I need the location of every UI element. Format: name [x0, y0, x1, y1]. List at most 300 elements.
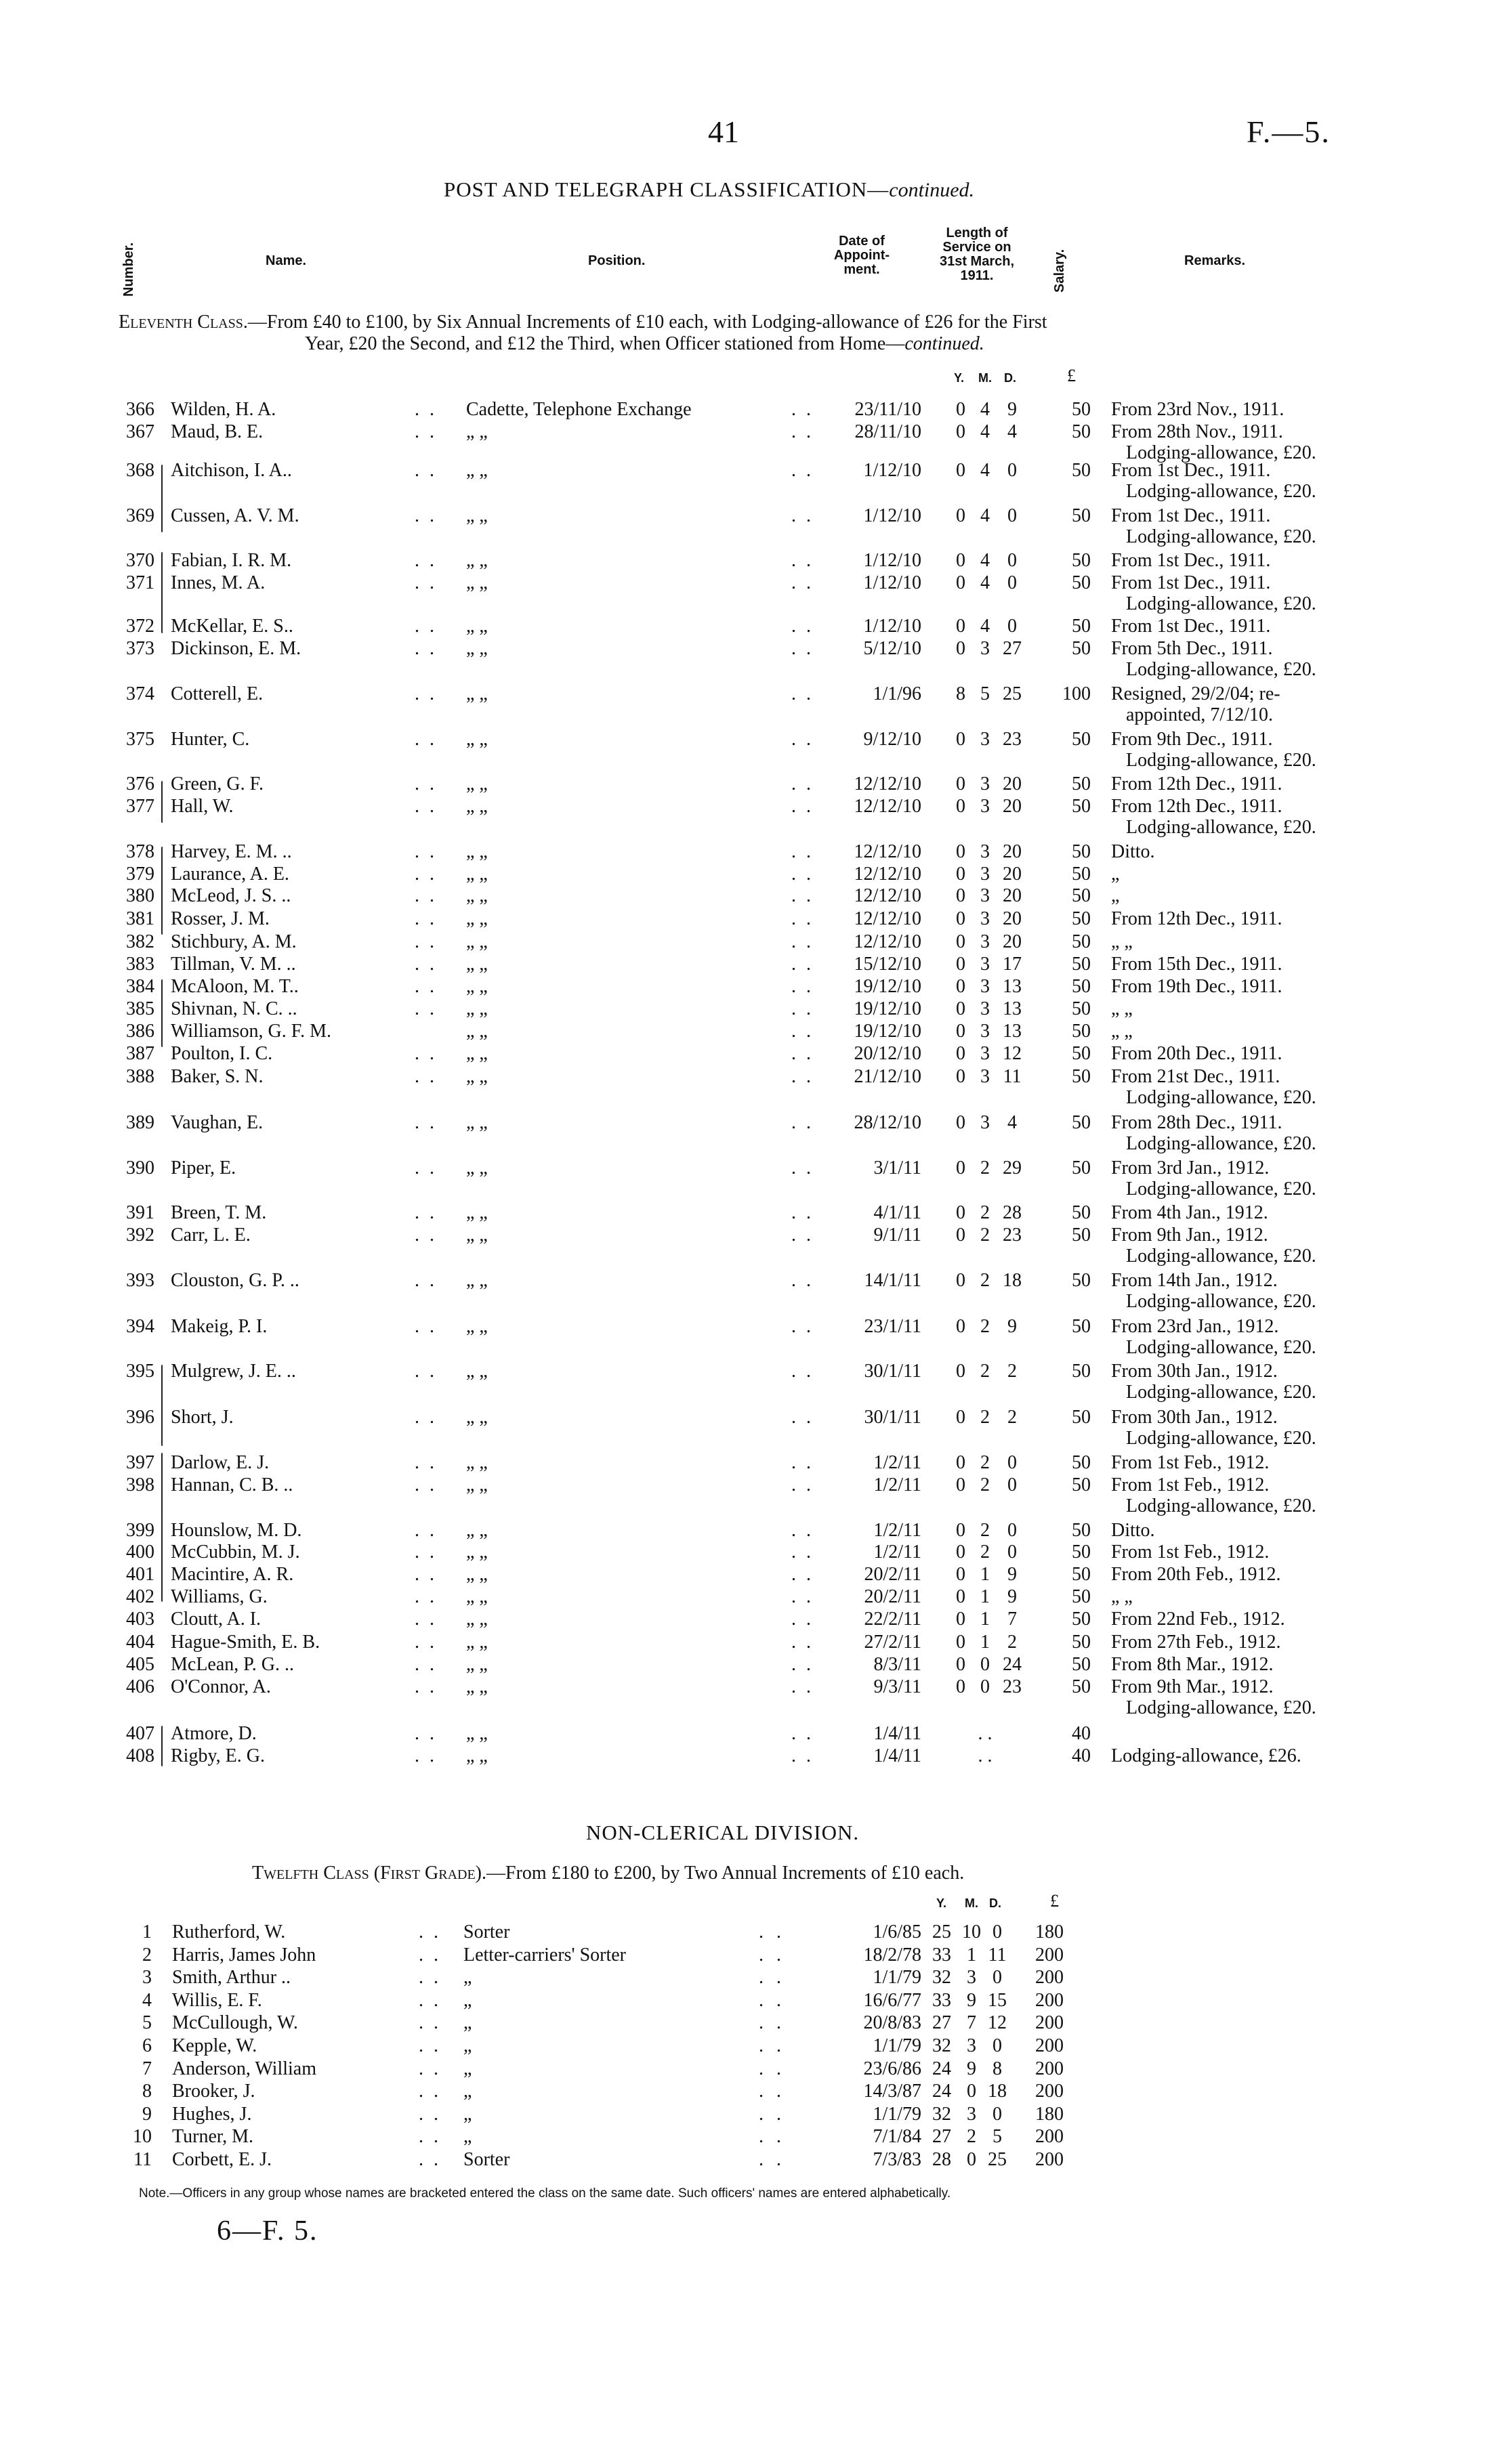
- row-name: Poulton, I. C.: [171, 1043, 273, 1064]
- row-position: „ „: [466, 1654, 488, 1675]
- table-row: [0, 1521, 1504, 1541]
- leader-dots-2: . .: [791, 1474, 814, 1495]
- row-months: 2: [980, 1474, 990, 1495]
- row-position: „ „: [466, 1112, 488, 1133]
- row-salary: 50: [1072, 976, 1091, 997]
- table-row: [0, 1922, 1504, 1942]
- leader-dots-2: . .: [791, 638, 814, 659]
- leader-dots: . .: [419, 1944, 441, 1966]
- row-days: 0: [1007, 572, 1017, 593]
- row-months: 2: [980, 1157, 990, 1178]
- table-row: [0, 729, 1504, 771]
- row-days: 20: [1003, 908, 1022, 929]
- row-salary: 200: [1035, 2012, 1064, 2034]
- row-days: 0: [993, 2035, 1002, 2056]
- row-months: 3: [967, 1967, 976, 1989]
- row-date: 23/6/86: [863, 2058, 921, 2079]
- row-years: 0: [956, 616, 965, 637]
- leader-dots-2: . .: [759, 2149, 785, 2170]
- row-number: 401: [126, 1564, 154, 1585]
- row-remarks: From 5th Dec., 1911.: [1111, 638, 1273, 659]
- row-days: 24: [1003, 1654, 1022, 1675]
- row-position: „ „: [466, 572, 488, 593]
- table-row: [0, 400, 1504, 420]
- leader-dots-2: . .: [791, 954, 814, 975]
- leader-dots-2: . .: [791, 976, 814, 997]
- row-days: 0: [993, 1921, 1002, 1942]
- leader-dots: . .: [415, 1564, 437, 1585]
- row-remarks-continued: Lodging-allowance, £20.: [1126, 750, 1316, 771]
- row-remarks-continued: Lodging-allowance, £20.: [1126, 817, 1316, 838]
- row-remarks-continued: Lodging-allowance, £20.: [1126, 1495, 1316, 1516]
- row-remarks: From 1st Feb., 1912.: [1111, 1452, 1270, 1473]
- leader-dots: . .: [415, 460, 437, 481]
- row-position: „ „: [466, 1609, 488, 1630]
- table-row: [0, 2013, 1504, 2033]
- leader-dots-2: . .: [791, 1609, 814, 1630]
- row-years: 27: [932, 2012, 951, 2034]
- header-name: Name.: [266, 253, 307, 268]
- row-name: McAloon, M. T..: [171, 976, 299, 997]
- row-remarks-continued: Lodging-allowance, £20.: [1126, 1337, 1316, 1358]
- table-row: [0, 1361, 1504, 1403]
- row-number: 2: [142, 1944, 152, 1966]
- leader-dots: . .: [415, 1632, 437, 1653]
- row-salary: 50: [1072, 616, 1091, 637]
- leader-dots: . .: [415, 1654, 437, 1675]
- table-row: [0, 421, 1504, 463]
- leader-dots: . .: [415, 683, 437, 704]
- row-salary: 50: [1072, 1021, 1091, 1042]
- row-date: 30/1/11: [864, 1407, 921, 1428]
- leader-dots-2: . .: [759, 1921, 785, 1942]
- row-months: 3: [980, 885, 990, 906]
- row-years: 24: [932, 2058, 951, 2079]
- leader-dots: . .: [415, 1452, 437, 1473]
- row-position: „ „: [466, 505, 488, 526]
- row-days: 8: [993, 2058, 1002, 2079]
- class-desc-continued: continued.: [904, 333, 984, 354]
- leader-dots: . .: [415, 1157, 437, 1178]
- row-number: 406: [126, 1676, 154, 1697]
- table-row: [0, 1655, 1504, 1675]
- row-position: „ „: [466, 976, 488, 997]
- row-name: Stichbury, A. M.: [171, 931, 297, 952]
- row-remarks: Lodging-allowance, £26.: [1111, 1745, 1301, 1766]
- row-name: Rosser, J. M.: [171, 908, 270, 929]
- row-months: 2: [980, 1270, 990, 1291]
- row-months: 1: [980, 1586, 990, 1607]
- group-bracket: [161, 1453, 163, 1515]
- class-label-2: Twelfth Class (First Grade).: [252, 1863, 487, 1884]
- row-salary: 50: [1072, 1542, 1091, 1563]
- row-name: Harvey, E. M. ..: [171, 841, 292, 862]
- row-days: 25: [988, 2149, 1007, 2170]
- row-months: 2: [980, 1316, 990, 1337]
- row-days: 0: [993, 2103, 1002, 2125]
- subheader2-months: M.: [965, 1896, 978, 1910]
- row-name: Hague-Smith, E. B.: [171, 1632, 320, 1653]
- row-position: „ „: [466, 1564, 488, 1585]
- row-days: 13: [1003, 976, 1022, 997]
- row-remarks-continued: Lodging-allowance, £20.: [1126, 442, 1316, 463]
- row-months: 3: [967, 2035, 976, 2056]
- row-date: 1/12/10: [863, 550, 921, 571]
- header-date-line1: Date of: [839, 234, 885, 249]
- row-years: 0: [956, 1361, 965, 1382]
- row-years: 0: [956, 908, 965, 929]
- row-days: 13: [1003, 998, 1022, 1019]
- row-position: „ „: [466, 421, 488, 442]
- row-remarks: From 15th Dec., 1911.: [1111, 954, 1282, 975]
- row-salary: 50: [1072, 1361, 1091, 1382]
- row-days: 12: [1003, 1043, 1022, 1064]
- row-name: Cussen, A. V. M.: [171, 505, 299, 526]
- row-date: 1/1/79: [873, 1967, 921, 1989]
- title-main: POST AND TELEGRAPH CLASSIFICATION—: [444, 177, 890, 201]
- row-number: 394: [126, 1316, 154, 1337]
- leader-dots: . .: [415, 1225, 437, 1246]
- footnote: Note.—Officers in any group whose names are bracketed entered the class on the same date. Such officers' names are entered alphabetically.: [139, 2186, 951, 2201]
- row-position: Cadette, Telephone Exchange: [466, 399, 692, 420]
- row-months: 2: [967, 2126, 976, 2148]
- row-name: Innes, M. A.: [171, 572, 266, 593]
- row-number: 404: [126, 1632, 154, 1653]
- row-days: 12: [988, 2012, 1007, 2034]
- row-months: 4: [980, 550, 990, 571]
- row-date: 15/12/10: [854, 954, 921, 975]
- row-salary: 200: [1035, 2149, 1064, 2170]
- leader-dots-2: . .: [791, 399, 814, 420]
- row-number: 385: [126, 998, 154, 1019]
- row-remarks: From 3rd Jan., 1912.: [1111, 1157, 1270, 1178]
- leader-dots-2: . .: [759, 1944, 785, 1966]
- row-date: 12/12/10: [854, 773, 921, 794]
- row-days: 0: [1007, 550, 1017, 571]
- row-number: 376: [126, 773, 154, 794]
- document-code: F.—5.: [1247, 114, 1331, 149]
- row-remarks: From 1st Dec., 1911.: [1111, 572, 1271, 593]
- row-name: Clouston, G. P. ..: [171, 1270, 299, 1291]
- row-position: „ „: [466, 1632, 488, 1653]
- leader-dots: . .: [415, 1316, 437, 1337]
- leader-dots: . .: [415, 976, 437, 997]
- row-date: 19/12/10: [854, 1021, 921, 1042]
- leader-dots-2: . .: [791, 1676, 814, 1697]
- row-days: 2: [1007, 1632, 1017, 1653]
- row-years: 0: [956, 1676, 965, 1697]
- row-number: 400: [126, 1542, 154, 1563]
- row-salary: 50: [1072, 998, 1091, 1019]
- row-years: 0: [956, 399, 965, 420]
- leader-dots: . .: [415, 1609, 437, 1630]
- leader-dots-2: . .: [791, 1564, 814, 1585]
- row-date: 1/6/85: [873, 1921, 921, 1942]
- table-row: [0, 1632, 1504, 1653]
- row-position: „ „: [466, 1066, 488, 1087]
- row-remarks: From 30th Jan., 1912.: [1111, 1361, 1278, 1382]
- row-salary: 50: [1072, 908, 1091, 929]
- division-title: NON-CLERICAL DIVISION.: [586, 1821, 860, 1844]
- row-years: 0: [956, 1066, 965, 1087]
- row-days: 13: [1003, 1021, 1022, 1042]
- row-number: 386: [126, 1021, 154, 1042]
- leader-dots-2: . .: [791, 931, 814, 952]
- row-years: 0: [956, 1112, 965, 1133]
- row-position: „ „: [466, 1407, 488, 1428]
- row-position: „ „: [466, 885, 488, 906]
- leader-dots: . .: [415, 729, 437, 750]
- leader-dots-2: . .: [791, 864, 814, 885]
- row-days: 20: [1003, 841, 1022, 862]
- row-days: 0: [1007, 1452, 1017, 1473]
- row-date: 4/1/11: [873, 1202, 921, 1223]
- row-years: 0: [956, 976, 965, 997]
- row-remarks: From 23rd Nov., 1911.: [1111, 399, 1284, 420]
- row-months: 3: [980, 1066, 990, 1087]
- leader-dots: . .: [415, 421, 437, 442]
- leader-dots-2: . .: [791, 460, 814, 481]
- header-date-line3: ment.: [843, 262, 880, 277]
- table-row: [0, 1746, 1504, 1766]
- row-date: 27/2/11: [864, 1632, 921, 1653]
- row-number: 9: [142, 2103, 152, 2125]
- row-name: Wilden, H. A.: [171, 399, 276, 420]
- leader-dots: . .: [415, 616, 437, 637]
- row-months: 2: [980, 1520, 990, 1541]
- row-salary: 50: [1072, 1654, 1091, 1675]
- row-years: 0: [956, 1202, 965, 1223]
- row-months: 4: [980, 616, 990, 637]
- row-remarks: From 1st Dec., 1911.: [1111, 460, 1271, 481]
- row-days: 11: [988, 1944, 1007, 1966]
- row-position: „ „: [466, 796, 488, 817]
- row-remarks-continued: Lodging-allowance, £20.: [1126, 1291, 1316, 1312]
- row-name: Green, G. F.: [171, 773, 264, 794]
- row-position: „ „: [466, 1542, 488, 1563]
- row-name: Tillman, V. M. ..: [171, 954, 296, 975]
- row-salary: 50: [1072, 1112, 1091, 1133]
- row-salary: 200: [1035, 1989, 1064, 2011]
- row-remarks: „: [1111, 864, 1120, 885]
- row-years: 33: [932, 1989, 951, 2011]
- row-position: „ „: [466, 683, 488, 704]
- row-name: Atmore, D.: [171, 1723, 257, 1744]
- row-salary: 200: [1035, 1967, 1064, 1989]
- leader-dots-2: . .: [791, 885, 814, 906]
- row-position: „ „: [466, 550, 488, 571]
- row-remarks-continued: Lodging-allowance, £20.: [1126, 659, 1316, 680]
- row-remarks: From 28th Dec., 1911.: [1111, 1112, 1282, 1133]
- row-years: 0: [956, 796, 965, 817]
- table-row: [0, 1609, 1504, 1630]
- row-years: 25: [932, 1921, 951, 1942]
- group-bracket: [161, 847, 163, 935]
- row-salary: 50: [1072, 1520, 1091, 1541]
- row-name: Fabian, I. R. M.: [171, 550, 292, 571]
- row-salary: 50: [1072, 1452, 1091, 1473]
- row-salary: 50: [1072, 1564, 1091, 1585]
- row-days: 25: [1003, 683, 1022, 704]
- row-months: 3: [980, 1112, 990, 1133]
- row-months: 1: [980, 1564, 990, 1585]
- table-row: [0, 1453, 1504, 1473]
- row-remarks: „ „: [1111, 931, 1133, 952]
- row-name: Williamson, G. F. M.: [171, 1021, 331, 1042]
- leader-dots-2: . .: [791, 572, 814, 593]
- row-remarks: From 27th Feb., 1912.: [1111, 1632, 1281, 1653]
- row-date: 1/2/11: [873, 1520, 921, 1541]
- row-position: „ „: [466, 908, 488, 929]
- header-date: [821, 234, 902, 277]
- row-years: 0: [956, 954, 965, 975]
- row-months: 3: [980, 1021, 990, 1042]
- row-salary: 50: [1072, 1632, 1091, 1653]
- leader-dots: . .: [415, 1361, 437, 1382]
- row-months: 4: [980, 399, 990, 420]
- leader-dots: . .: [415, 841, 437, 862]
- row-years: 0: [956, 773, 965, 794]
- leader-dots-2: . .: [791, 1723, 814, 1744]
- table-row: [0, 2104, 1504, 2125]
- row-position: „ „: [466, 954, 488, 975]
- row-months: 3: [980, 931, 990, 952]
- row-position: „ „: [466, 1474, 488, 1495]
- row-number: 10: [133, 2126, 152, 2148]
- row-years: 0: [956, 638, 965, 659]
- leader-dots-2: . .: [759, 2058, 785, 2079]
- row-days: 23: [1003, 1676, 1022, 1697]
- row-remarks: From 22nd Feb., 1912.: [1111, 1609, 1285, 1630]
- row-salary: 50: [1072, 1676, 1091, 1697]
- subheader-years: Y.: [954, 371, 965, 385]
- row-months: 4: [980, 421, 990, 442]
- leader-dots-2: . .: [791, 796, 814, 817]
- leader-dots: . .: [415, 399, 437, 420]
- row-months: 3: [980, 729, 990, 750]
- row-number: 392: [126, 1225, 154, 1246]
- row-number: 382: [126, 931, 154, 952]
- leader-dots: . .: [415, 1270, 437, 1291]
- row-remarks: From 8th Mar., 1912.: [1111, 1654, 1274, 1675]
- row-number: 11: [133, 2149, 152, 2170]
- row-number: 403: [126, 1609, 154, 1630]
- table-row: [0, 842, 1504, 862]
- row-days: 0: [1007, 616, 1017, 637]
- row-position: „ „: [466, 1361, 488, 1382]
- row-remarks-continued: Lodging-allowance, £20.: [1126, 593, 1316, 614]
- leader-dots-2: . .: [791, 1202, 814, 1223]
- row-number: 390: [126, 1157, 154, 1178]
- row-days: 15: [988, 1989, 1007, 2011]
- row-date: 9/3/11: [873, 1676, 921, 1697]
- table-row: [0, 1565, 1504, 1585]
- row-position: „: [463, 2081, 472, 2102]
- table-row: [0, 1991, 1504, 2011]
- row-name: Willis, E. F.: [172, 1989, 262, 2011]
- subheader2-years: Y.: [936, 1896, 947, 1910]
- header-length-line4: 1911.: [960, 268, 994, 283]
- row-position: „ „: [466, 1676, 488, 1697]
- leader-dots-2: . .: [791, 1654, 814, 1675]
- row-number: 374: [126, 683, 154, 704]
- row-salary: 50: [1072, 1474, 1091, 1495]
- row-name: Cloutt, A. I.: [171, 1609, 262, 1630]
- row-number: 405: [126, 1654, 154, 1675]
- row-months: 3: [980, 908, 990, 929]
- leader-dots: . .: [415, 1723, 437, 1744]
- row-number: 393: [126, 1270, 154, 1291]
- row-years: 0: [956, 550, 965, 571]
- row-months: 9: [967, 2058, 976, 2079]
- row-remarks: From 19th Dec., 1911.: [1111, 976, 1282, 997]
- row-date: 1/12/10: [863, 572, 921, 593]
- leader-dots-2: . .: [791, 1225, 814, 1246]
- row-name: Baker, S. N.: [171, 1066, 264, 1087]
- row-salary: 50: [1072, 1066, 1091, 1087]
- row-number: 5: [142, 2012, 152, 2034]
- row-number: 384: [126, 976, 154, 997]
- row-days: 9: [1007, 399, 1017, 420]
- leader-dots: . .: [419, 2149, 441, 2170]
- row-months: 4: [980, 505, 990, 526]
- row-days: 0: [1007, 505, 1017, 526]
- row-days: 0: [1007, 460, 1017, 481]
- leader-dots-2: . .: [759, 1989, 785, 2011]
- row-remarks: From 12th Dec., 1911.: [1111, 773, 1282, 794]
- row-position: „ „: [466, 841, 488, 862]
- row-years: 0: [956, 1452, 965, 1473]
- row-date: 21/12/10: [854, 1066, 921, 1087]
- table-row: [0, 1270, 1504, 1312]
- row-months: 3: [980, 638, 990, 659]
- section-twelfth-class-description: [252, 1863, 964, 1884]
- title-continued: continued.: [889, 179, 975, 201]
- row-remarks-continued: Lodging-allowance, £20.: [1126, 1246, 1316, 1267]
- leader-dots-2: . .: [791, 1043, 814, 1064]
- leader-dots-2: . .: [791, 1112, 814, 1133]
- row-years: 0: [956, 1632, 965, 1653]
- leader-dots-2: . .: [791, 421, 814, 442]
- leader-dots-2: . .: [759, 2012, 785, 2034]
- row-remarks: From 21st Dec., 1911.: [1111, 1066, 1280, 1087]
- row-salary: 200: [1035, 2126, 1064, 2148]
- leader-dots-2: . .: [791, 616, 814, 637]
- row-months: 4: [980, 572, 990, 593]
- table-row: [0, 796, 1504, 838]
- row-salary: 50: [1072, 550, 1091, 571]
- row-name: McCubbin, M. J.: [171, 1542, 300, 1563]
- row-years: 0: [956, 931, 965, 952]
- row-date: 12/12/10: [854, 908, 921, 929]
- table-row: [0, 2127, 1504, 2147]
- row-salary: 50: [1072, 421, 1091, 442]
- group-bracket: [161, 979, 163, 1047]
- row-salary: 50: [1072, 1157, 1091, 1178]
- row-name: Laurance, A. E.: [171, 864, 289, 885]
- subheader2-pounds: £: [1050, 1891, 1059, 1911]
- row-date: 28/11/10: [854, 421, 921, 442]
- leader-dots: . .: [419, 1967, 441, 1989]
- row-remarks: From 9th Jan., 1912.: [1111, 1225, 1268, 1246]
- leader-dots-2: . .: [791, 1632, 814, 1653]
- row-position: „ „: [466, 1043, 488, 1064]
- row-years: 32: [932, 2103, 951, 2125]
- table-row: [0, 1112, 1504, 1154]
- row-months: 3: [980, 998, 990, 1019]
- page-number: 41: [708, 114, 739, 149]
- row-months: . .: [978, 1723, 993, 1744]
